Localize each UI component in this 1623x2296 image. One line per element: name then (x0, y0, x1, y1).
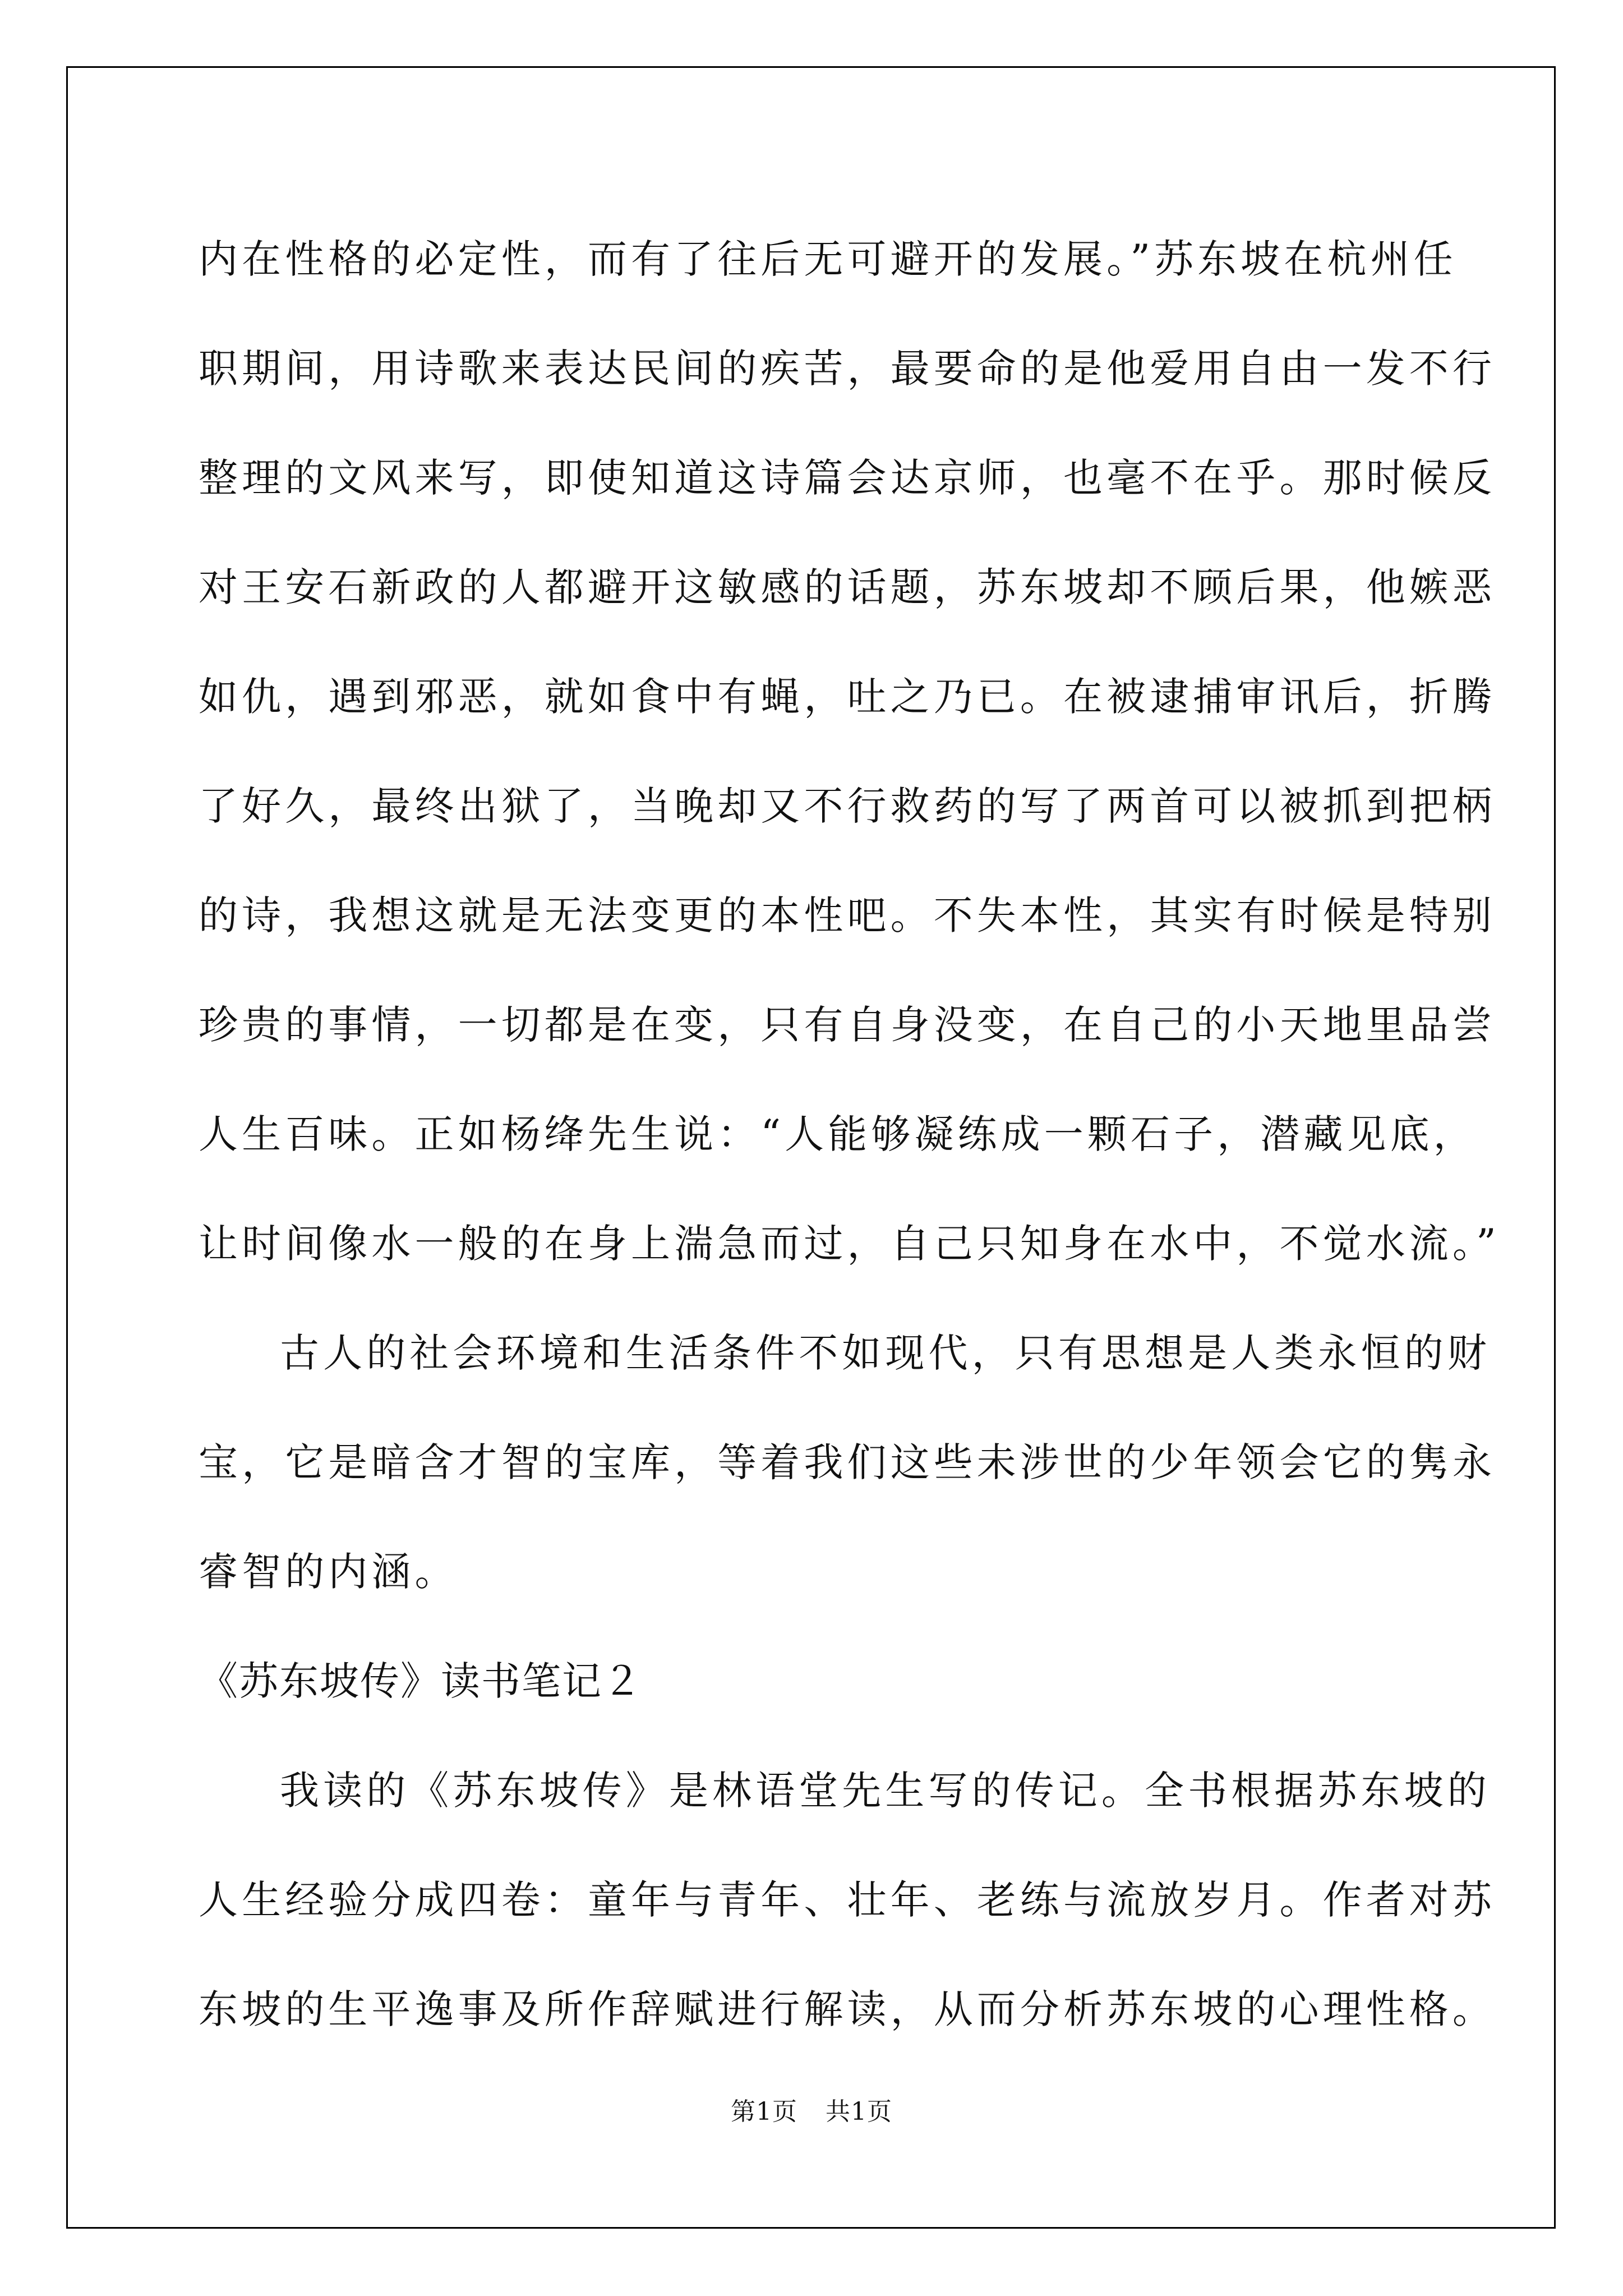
text-line: 睿智的内涵。 (199, 1549, 458, 1595)
text-line: 的诗，我想这就是无法变更的本性吧。不失本性，其实有时候是特别 (199, 892, 1496, 938)
page-footer (0, 2095, 1623, 2129)
page-number: 第1页 (731, 2097, 797, 2126)
text-line: 如仇，遇到邪恶，就如食中有蝇，吐之乃已。在被逮捕审讯后，折腾 (199, 674, 1496, 720)
text-line: 人生经验分成四卷：童年与青年、壮年、老练与流放岁月。作者对苏 (199, 1877, 1496, 1923)
text-line: 人生百味。正如杨绛先生说：“人能够凝练成一颗石子，潜藏见底， (199, 1111, 1477, 1157)
text-line: 古人的社会环境和生活条件不如现代，只有思想是人类永恒的财 (280, 1330, 1491, 1376)
text-line: 让时间像水一般的在身上湍急而过，自己只知身在水中，不觉水流。” (199, 1221, 1500, 1267)
text-line: 对王安石新政的人都避开这敏感的话题，苏东坡却不顾后果，他嫉恶 (199, 564, 1496, 610)
document-body (199, 205, 1500, 2064)
text-line: 宝，它是暗含才智的宝库，等着我们这些未涉世的少年领会它的隽永 (199, 1439, 1496, 1485)
text-line: 职期间，用诗歌来表达民间的疾苦，最要命的是他爱用自由一发不行 (199, 346, 1496, 392)
text-line: 内在性格的必定性，而有了往后无可避开的发展。”苏东坡在杭州任 (199, 236, 1457, 282)
text-line: 东坡的生平逸事及所作辞赋进行解读，从而分析苏东坡的心理性格。 (199, 1986, 1496, 2032)
text-line: 珍贵的事情，一切都是在变，只有自身没变，在自己的小天地里品尝 (199, 1002, 1496, 1048)
page-total: 共1页 (826, 2097, 892, 2126)
text-line: 整理的文风来写，即使知道这诗篇会达京师，也毫不在乎。那时候反 (199, 455, 1496, 501)
text-line: 了好久，最终出狱了，当晚却又不行救药的写了两首可以被抓到把柄 (199, 783, 1496, 829)
section-heading: 《苏东坡传》读书笔记２ (199, 1658, 643, 1704)
text-line: 我读的《苏东坡传》是林语堂先生写的传记。全书根据苏东坡的 (280, 1768, 1491, 1814)
